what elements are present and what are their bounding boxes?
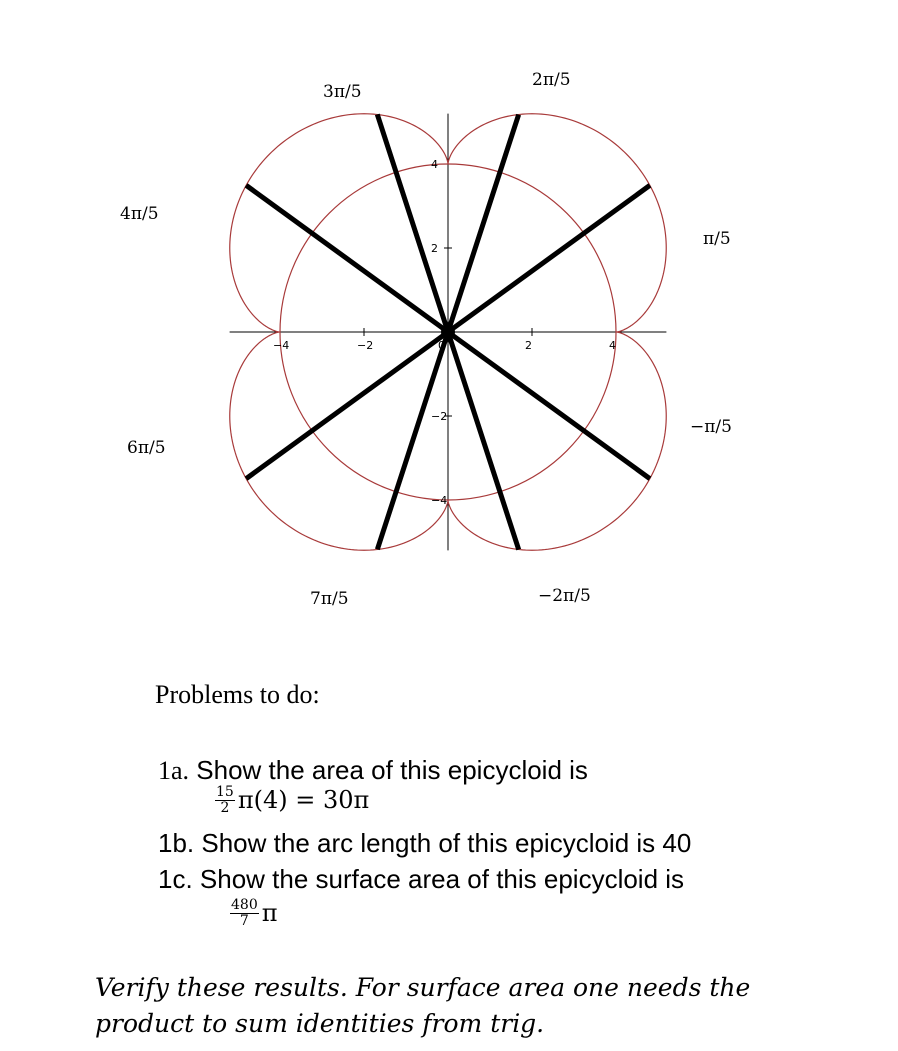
problem-1c: 1c. Show the surface area of this epicycloid is — [158, 864, 685, 894]
y-tick-label: 4 — [431, 158, 438, 171]
x-tick-label: −4 — [273, 339, 290, 352]
problem-1c-fraction — [230, 898, 259, 928]
verify-line-2: product to sum identities from trig. — [95, 1009, 545, 1038]
problem-1c-math: π — [261, 899, 278, 928]
problem-1b: 1b. Show the arc length of this epicycloid is 40 — [158, 828, 692, 858]
ray-1 — [448, 115, 519, 332]
y-tick-label: 2 — [431, 242, 438, 255]
problem-1c-fraction-denominator: 7 — [239, 912, 249, 929]
angle-label-3pi-5: 3π/5 — [323, 82, 362, 102]
problem-1a-text: Show the area of this epicycloid is — [189, 755, 588, 785]
x-tick-label: 2 — [525, 339, 532, 352]
problem-1a-number: 1a. — [158, 756, 190, 785]
angle-label-7pi-5: 7π/5 — [310, 589, 349, 609]
angle-label-pi-5: π/5 — [703, 229, 731, 249]
problem-1a-fraction-numerator: 15 — [216, 784, 234, 800]
verify-note — [95, 970, 885, 1042]
y-tick-label: −2 — [431, 410, 448, 423]
verify-line-1: Verify these results. For surface area one needs the — [95, 973, 751, 1002]
x-tick-label: 0 — [438, 339, 445, 352]
problem-1a-fraction — [215, 785, 235, 815]
angle-label-2pi-5: 2π/5 — [532, 70, 571, 90]
x-tick-label: −2 — [357, 339, 374, 352]
ray-5 — [377, 332, 448, 549]
problems-heading: Problems to do: — [155, 680, 320, 709]
ray-2 — [377, 114, 448, 332]
ray-0 — [448, 185, 650, 332]
x-tick-label: 4 — [609, 339, 616, 352]
ray-7 — [448, 332, 519, 550]
angle-label-neg-pi-5: −π/5 — [690, 417, 732, 437]
ray-3 — [246, 185, 448, 332]
problem-1a — [158, 755, 588, 786]
ray-4 — [246, 332, 448, 479]
problem-1a-formula — [215, 785, 369, 815]
problem-1c-formula — [230, 898, 278, 928]
angle-label-4pi-5: 4π/5 — [120, 204, 159, 224]
ray-6 — [448, 332, 650, 479]
y-tick-label: −4 — [431, 494, 448, 507]
origin-point — [441, 325, 455, 339]
problem-1a-math: π(4) = 30π — [237, 786, 370, 815]
problem-1a-fraction-denominator: 2 — [220, 799, 230, 816]
angle-label-neg-2pi-5: −2π/5 — [538, 586, 591, 606]
angle-label-6pi-5: 6π/5 — [127, 438, 166, 458]
problem-1c-fraction-numerator: 480 — [231, 897, 258, 913]
angle-labels — [120, 70, 732, 609]
